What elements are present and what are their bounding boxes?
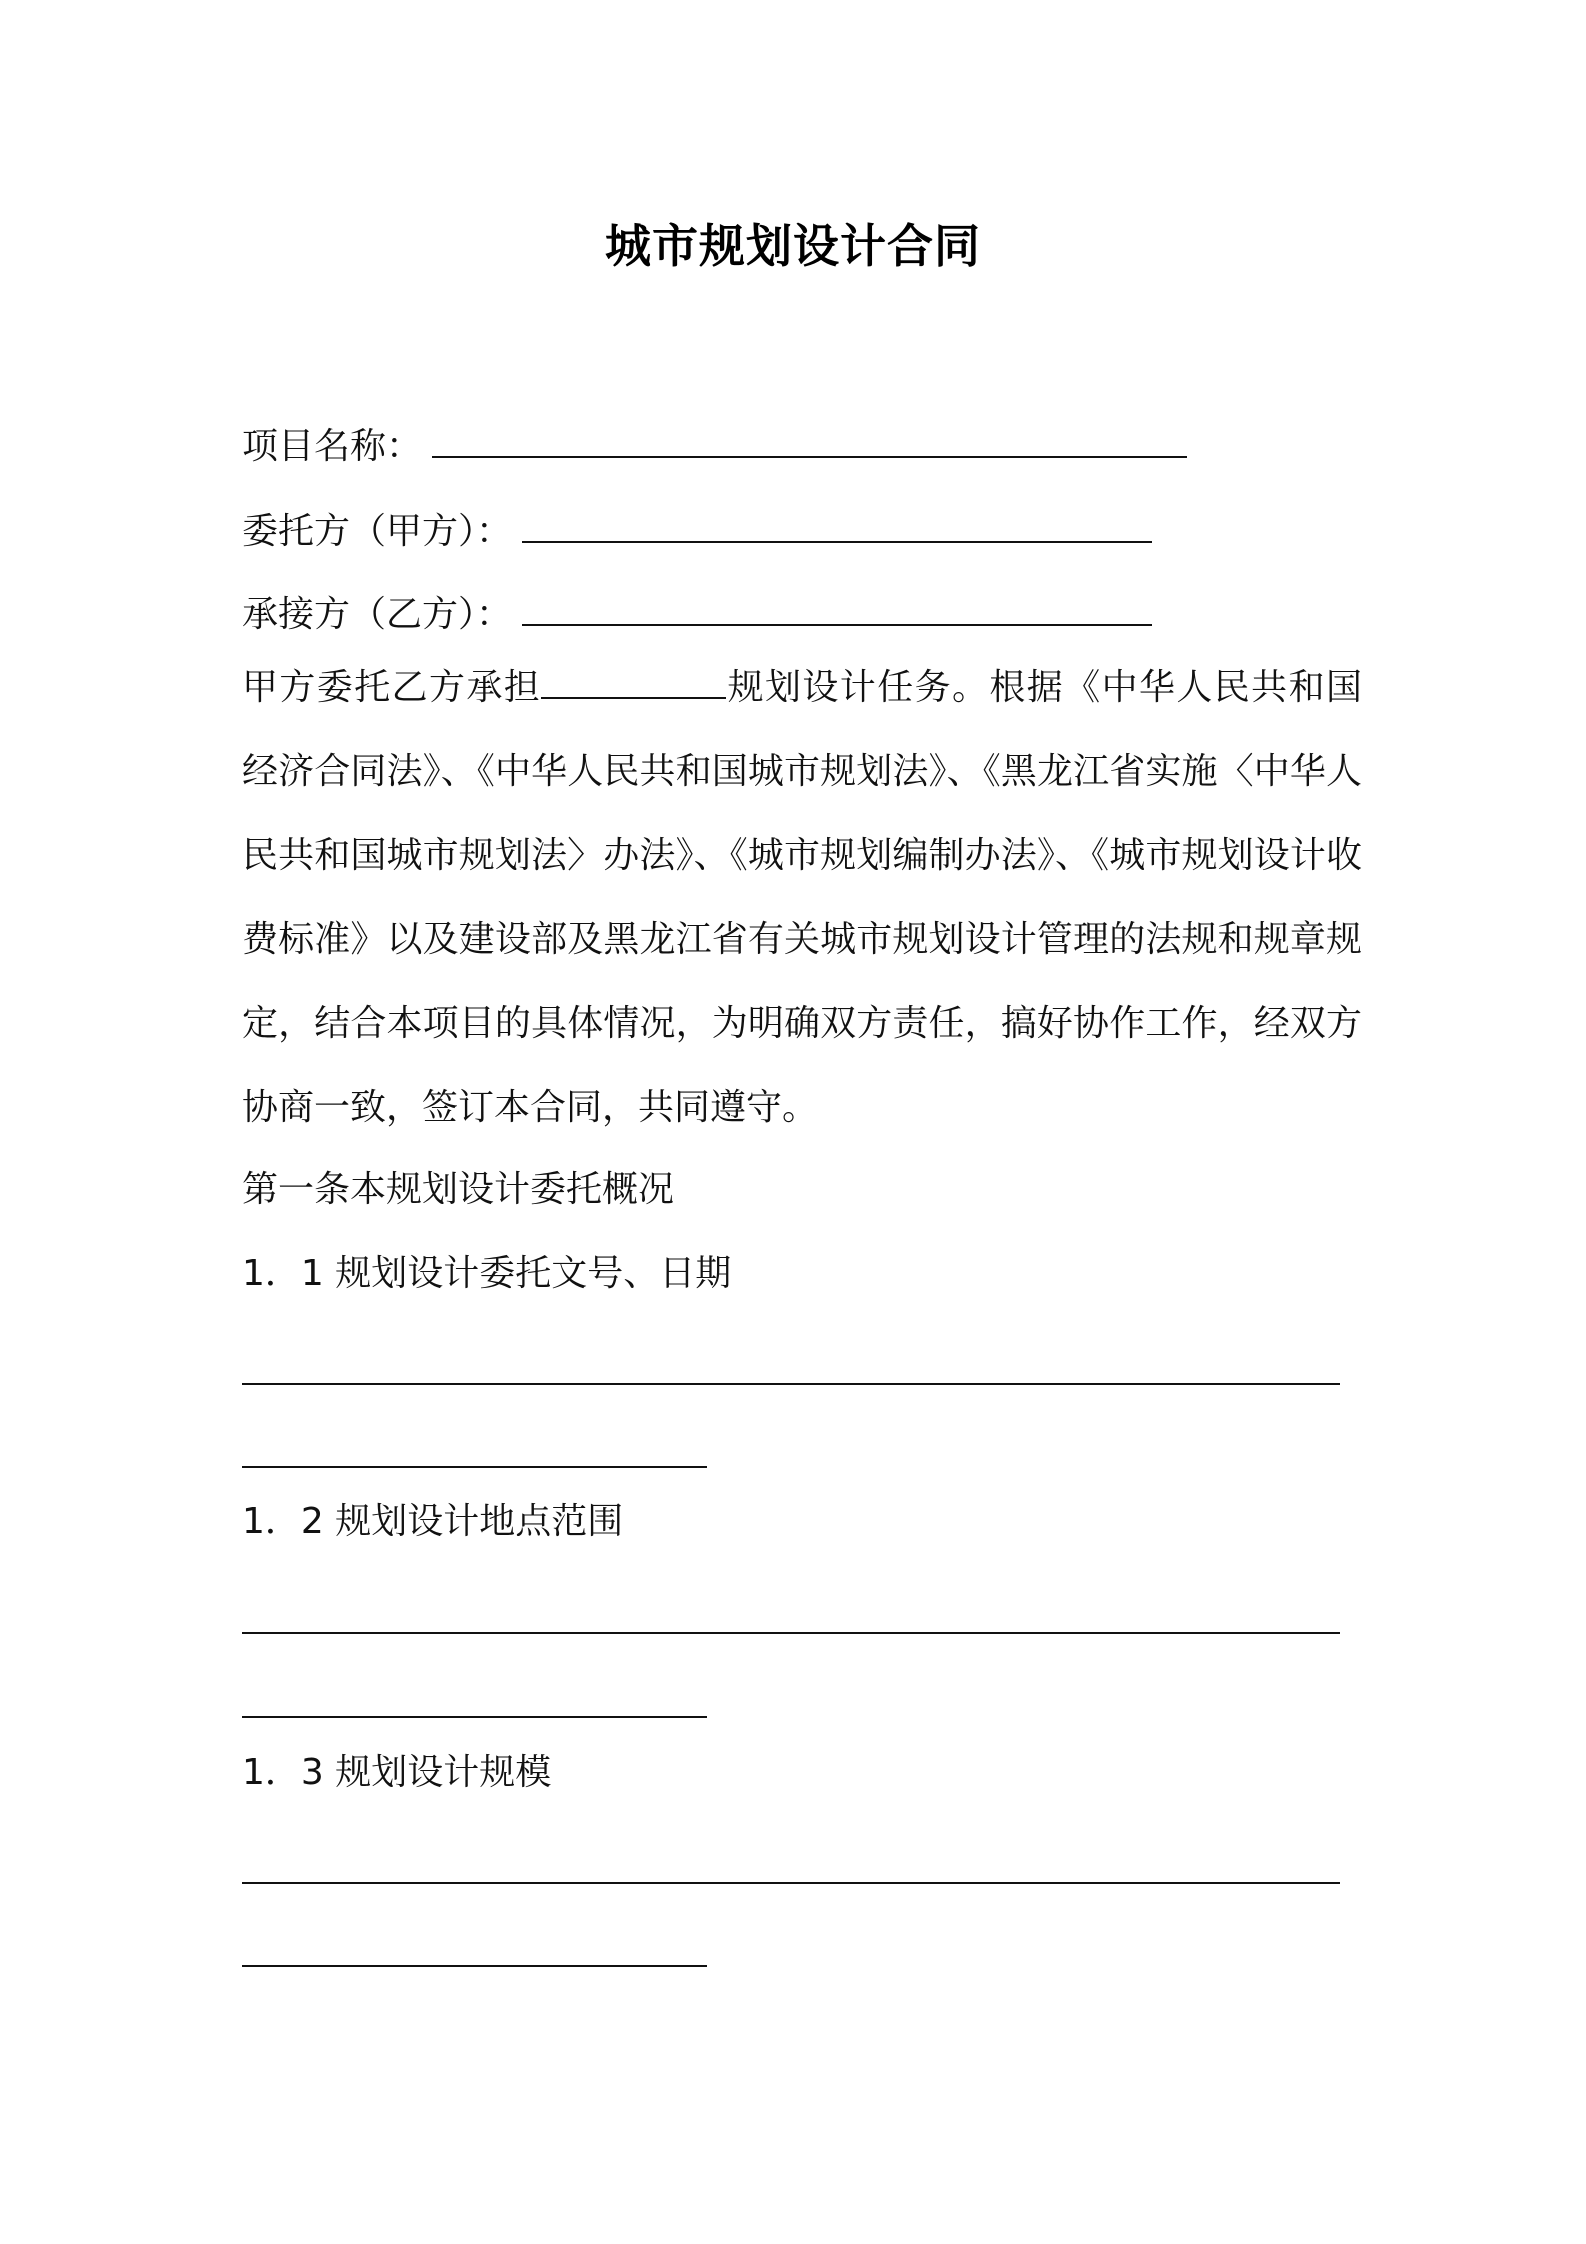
item-1-2: 1．2 规划设计地点范围: [242, 1501, 624, 1542]
article-1-heading: 第一条本规划设计委托概况: [242, 1169, 675, 1210]
item-1-2-blank-line-2[interactable]: [242, 1716, 707, 1718]
client-blank[interactable]: [522, 505, 1152, 543]
document-title: 城市规划设计合同: [605, 219, 981, 273]
task-blank[interactable]: [541, 661, 726, 699]
item-1-1-blank-line-1[interactable]: [242, 1383, 1340, 1385]
intro-paragraph: [242, 646, 1362, 1150]
contractor-field: [242, 588, 1152, 637]
client-label: 委托方（甲方）：: [242, 511, 513, 552]
contractor-label: 承接方（乙方）：: [242, 594, 513, 635]
project-name-field: [242, 420, 1187, 469]
client-field: [242, 505, 1152, 554]
item-1-1-blank-line-2[interactable]: [242, 1466, 707, 1468]
item-1-3-blank-line-1[interactable]: [242, 1882, 1340, 1884]
item-1-1: 1．1 规划设计委托文号、日期: [242, 1253, 732, 1294]
project-name-label: 项目名称：: [242, 426, 423, 467]
contractor-blank[interactable]: [522, 588, 1152, 626]
item-1-3-blank-line-2[interactable]: [242, 1965, 707, 1967]
intro-text-before: 甲方委托乙方承担: [242, 667, 542, 708]
intro-text-after: 规划设计任务。根据《中华人民共和国经济合同法》、《中华人民共和国城市规划法》、《黑龙江省实施〈中华人民共和国城市规划法〉办法》、《城市规划编制办法》、《城市规划设计收费标准》以及建设部及黑龙江省有关城市规划设计管理的法规和规章规定，结合本项目的具体情况，为明确双方责任，搞好协作工作，经双方协商一致，签订本合同，共同遵守。: [242, 667, 1362, 1128]
item-1-2-blank-line-1[interactable]: [242, 1632, 1340, 1634]
item-1-3: 1．3 规划设计规模: [242, 1752, 552, 1793]
project-name-blank[interactable]: [432, 420, 1187, 458]
